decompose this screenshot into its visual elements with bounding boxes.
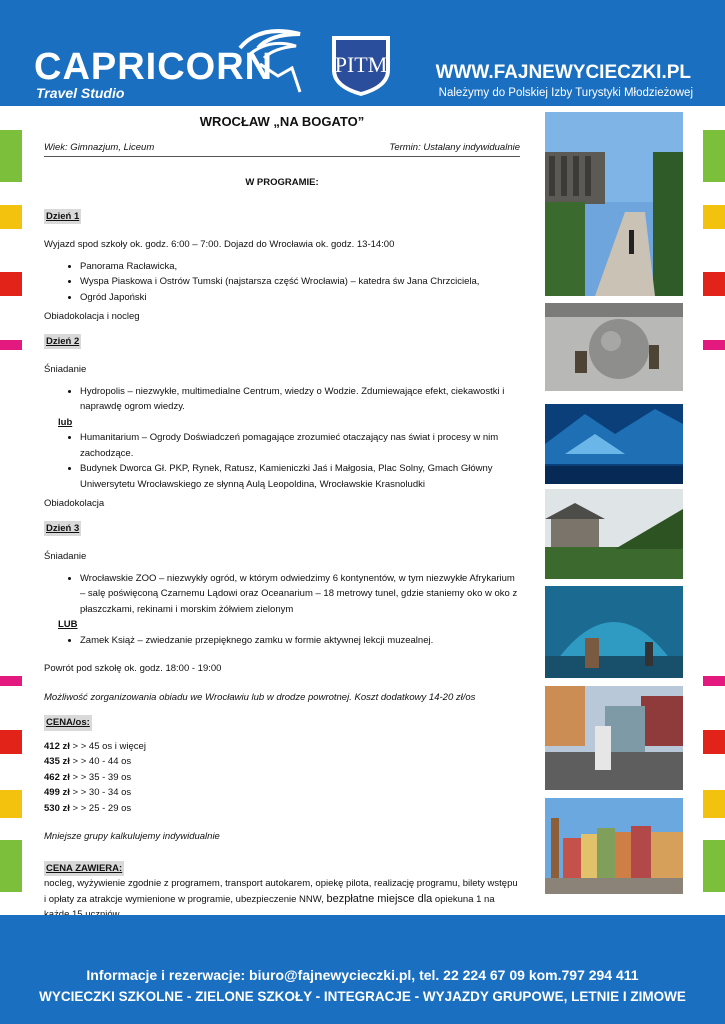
oceanarium-tunnel-photo [545,586,683,678]
left-tab-red [0,730,22,754]
price-amount: 435 zł [44,756,70,767]
lunch-note: Możliwość zorganizowania obiadu we Wrocławiu lub w drodze powrotnej. Koszt dodatkowy 14-20 zł/os [44,691,476,703]
day3-list-b [44,633,520,649]
right-tab-pink [703,340,725,350]
price-amount: 462 zł [44,771,70,783]
list-item: • Zamek Książ – zwiedzanie przepięknego zamku w formie aktywnej lekcji muzealnej. [80,633,520,649]
includes-free-place: bezpłatne miejsce dla [326,892,433,905]
price-row [44,739,520,755]
right-tab-green [703,840,725,892]
right-tab-yellow [703,205,725,229]
price-range: > > 25 - 29 os [69,802,132,814]
right-tab-yellow [703,790,725,818]
price-row [44,754,520,770]
day2-heading: Dzień 2 [44,334,81,350]
itinerary-content [44,106,520,923]
price-row [44,770,520,786]
header-banner [0,0,725,106]
return-info: Powrót pod szkołę ok. godz. 18:00 - 19:00 [44,663,222,674]
fountain-photo [545,686,683,790]
day1-heading: Dzień 1 [44,209,81,225]
day3-list-a [44,571,520,618]
list-item: • Humanitarium – Ogrody Doświadczeń pomagające zrozumieć otaczający nas świat i procesy w nim zachodzące. [80,430,520,461]
program-heading: W PROGRAMIE: [245,177,319,188]
header-tagline: Należymy do Polskiej Izby Turystyki Młodzieżowej [438,87,693,99]
left-tab-pink [0,676,22,686]
price-row [44,801,520,817]
price-range: > > 30 - 34 os [69,787,132,798]
list-item: • Hydropolis – niezwykłe, multimedialne Centrum, wiedzy o Wodzie. Zdumiewające efekt, ciekawostki i naprawdę ogrom wiedzy. [80,384,520,415]
small-groups-note: Mniejsze grupy kalkulujemy indywidualnie [44,831,220,842]
pitm-badge-text: PITM [334,52,388,77]
gnome-sculpture-photo [545,303,683,391]
footer-contact: Informacje i rezerwacje: biuro@fajnewycieczki.pl, tel. 22 224 67 09 kom.797 294 411 [86,967,639,983]
price-heading: CENA/os: [44,715,92,731]
brand-subtitle: Travel Studio [36,85,125,101]
price-range: > > 45 os i więcej [69,740,146,752]
right-tab-red [703,272,725,296]
left-tab-red [0,272,22,296]
price-list [44,739,520,817]
list-item: • Panorama Racławicka, [80,259,520,275]
pitm-badge-icon [328,30,394,98]
day1-outro: Obiadokolacja i nocleg [44,311,140,322]
day1-list [44,259,520,306]
age-label: Wiek: Gimnazjum, Liceum [44,141,155,153]
left-tab-yellow [0,790,22,818]
right-tab-red [703,730,725,754]
day2-list-a [44,384,520,415]
right-tab-green [703,130,725,182]
price-amount: 530 zł [44,802,70,814]
panorama-photo [545,112,683,296]
includes-tail: opiekuna 1 na [434,893,495,905]
day2-alternative: lub [58,416,73,428]
list-item: • Wyspa Piaskowa i Ostrów Tumski (najstarsza część Wrocławia) – katedra św Jana Chrzciciela, [80,274,520,290]
list-item: • Wrocławskie ZOO – niezwykły ogród, w którym odwiedzimy 6 kontynentów, w tym niezwykłe Afrykarium – salę poświęconą Czarnemu Lądowi oraz Oceanarium – 18 metrowy tunel, gdzie staniemy oko w oko z płaszczkami, rekinami i morskim żółwiem zielonym [80,571,520,618]
price-amount: 412 zł [44,740,70,752]
day2-outro: Obiadokolacja [44,498,105,509]
term-label: Termin: Ustalany indywidualnie [389,141,520,153]
website-link[interactable]: WWW.FAJNEWYCIECZKI.PL [435,62,691,83]
price-amount: 499 zł [44,787,70,798]
day1-intro: Wyjazd spod szkoły ok. godz. 6:00 – 7:00. Dojazd do Wrocławia ok. godz. 13-14:00 [44,239,395,250]
capricorn-goat-icon [230,28,310,98]
left-tab-pink [0,340,22,350]
day2-list-b [44,430,520,492]
japanese-garden-photo [545,489,683,579]
right-tab-pink [703,676,725,686]
footer-slogan: WYCIECZKI SZKOLNE - ZIELONE SZKOŁY - INTEGRACJE - WYJAZDY GRUPOWE, LETNIE I ZIMOWE [39,989,686,1004]
left-tab-green [0,840,22,892]
left-tab-yellow [0,205,22,229]
price-range: > > 35 - 39 os [69,771,132,783]
includes-heading: CENA ZAWIERA: [44,861,124,877]
list-item: • Budynek Dworca Gł. PKP, Rynek, Ratusz, Kamieniczki Jaś i Małgosia, Plac Solny, Gmach Główny Uniwersytetu Wrocławskiego ze słynną Aulą Leopoldina, Wrocławskie Krasnoludki [80,461,520,492]
price-row [44,785,520,801]
day3-alternative: LUB [58,619,78,630]
day3-intro: Śniadanie [44,551,87,562]
brand-logo-text: CAPRICORN [34,46,274,88]
price-range: > > 40 - 44 os [69,756,132,767]
hydropolis-photo [545,404,683,484]
day3-heading: Dzień 3 [44,521,81,537]
market-square-photo [545,798,683,894]
page-title: WROCŁAW „NA BOGATO” [199,114,365,129]
meta-line [44,140,520,158]
day2-intro: Śniadanie [44,364,87,375]
left-tab-green [0,130,22,182]
includes-body: nocleg, wyżywienie zgodnie z programem, transport autokarem, opiekę pilota, realizację programu, bilety wstępu i opłaty za atrakcje wymienione w programie, ubezpieczenie NNW, [44,878,518,905]
list-item: • Ogród Japoński [80,290,520,306]
